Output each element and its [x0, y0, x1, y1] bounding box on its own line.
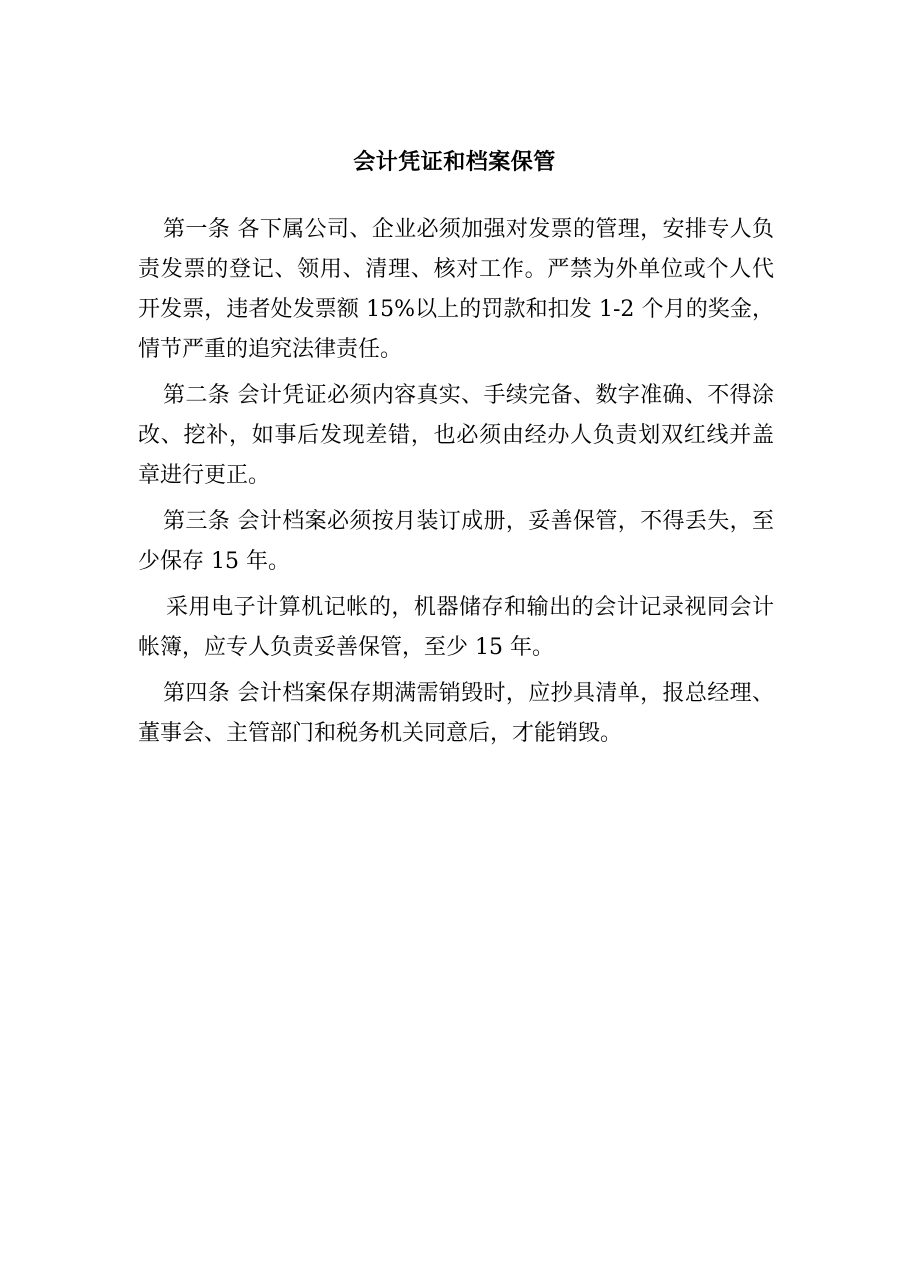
- document-body: [138, 210, 774, 760]
- document-title: 会计凭证和档案保管: [353, 150, 556, 175]
- paragraph-article-2: 第二条 会计凭证必须内容真实、手续完备、数字准确、不得涂改、挖补，如事后发现差错，也必须由经办人负责划双红线并盖章进行更正。: [138, 383, 774, 488]
- paragraph-article-4: 第四条 会计档案保存期满需销毁时，应抄具清单，报总经理、董事会、主管部门和税务机关同意后，才能销毁。: [138, 681, 774, 746]
- paragraph-computer-records: 采用电子计算机记帐的，机器储存和输出的会计记录视同会计帐簿，应专人负责妥善保管，至少 15 年。: [138, 595, 774, 660]
- paragraph-article-1: 第一条 各下属公司、企业必须加强对发票的管理，安排专人负责发票的登记、领用、清理、核对工作。严禁为外单位或个人代开发票，违者处发票额 15%以上的罚款和扣发 1-2 个月的奖金，情节严重的追究法律责任。: [138, 217, 774, 362]
- paragraph-article-3: 第三条 会计档案必须按月装订成册，妥善保管，不得丢失，至少保存 15 年。: [138, 509, 774, 574]
